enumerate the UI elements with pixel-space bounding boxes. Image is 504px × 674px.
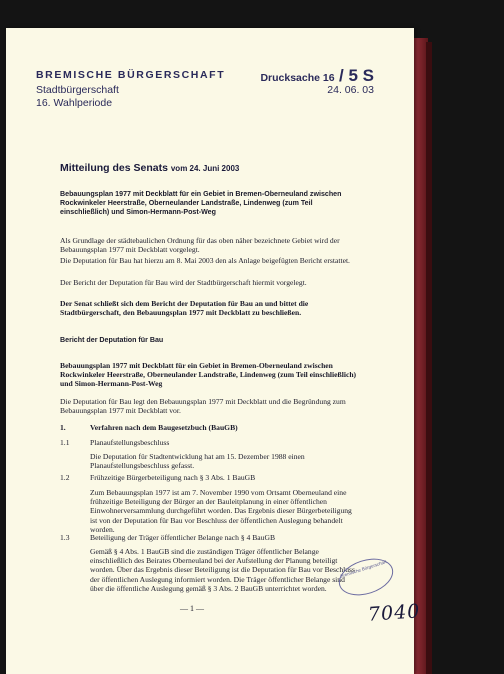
handwritten-number: 7040: [367, 600, 422, 626]
bericht-title: Bericht der Deputation für Bau: [60, 336, 164, 344]
stamp-text: Bremische Bürgerschaft: [339, 559, 387, 579]
binder-shadow: [426, 42, 432, 674]
intro-p3: Der Bericht der Deputation für Bau wird der Stadtbürgerschaft hiermit vorgelegt.: [60, 278, 307, 287]
item-1-3-text: Gemäß § 4 Abs. 1 BauGB sind die zuständigen Träger öffentlicher Belange einschließlich des Beirates Oberneuland bei der Aufstellung der Planung beteiligt worden. Über das Ergebnis dieser Beteiligung ist die Deputation für Bau vor Beschluss der öffentlichen Auslegung informiert worden. Die Träger öffentlicher Belange sind über die öffentliche Auslegung gemäß § 3 Abs. 2 BauGB unterrichtet worden.: [90, 547, 355, 593]
document-page: [6, 28, 422, 674]
period: 16. Wahlperiode: [36, 97, 113, 109]
bericht-intro: Die Deputation für Bau legt den Bebauungsplan 1977 mit Deckblatt und die Begründung zum Bebauungsplan 1977 mit Deckblatt vor.: [60, 397, 346, 416]
item-1-2-title: Frühzeitige Bürgerbeteiligung nach § 3 Abs. 1 BauGB: [90, 473, 256, 482]
drucksache-number: / 5 S: [339, 66, 374, 85]
section-1-number: 1.: [60, 423, 66, 432]
org-name: BREMISCHE BÜRGERSCHAFT: [36, 69, 226, 81]
document-date: 24. 06. 03: [327, 84, 374, 96]
item-1-2-text: Zum Bebauungsplan 1977 ist am 7. November 1990 vom Ortsamt Oberneuland eine frühzeitige Beteiligung der Bürger an der Bauleitplanung in einer öffentlichen Einwohnerversammlung durchgeführt worden. Das Ergebnis dieser Bürgerbeteiligung ist von der Deputation für Bau vor Beschluss der öffentlichen Auslegung behandelt worden.: [90, 488, 352, 534]
item-1-1-text: Die Deputation für Stadtentwicklung hat am 15. Dezember 1988 einen Planaufstellungsbeschluss gefasst.: [90, 452, 305, 471]
drucksache-label: Drucksache 16: [260, 72, 335, 84]
chamber-name: Stadtbürgerschaft: [36, 84, 119, 96]
item-1-1-number: 1.1: [60, 438, 70, 447]
intro-p2: Die Deputation für Bau hat hierzu am 8. Mai 2003 den als Anlage beigefügten Bericht erstattet.: [60, 256, 350, 265]
intro-p4: Der Senat schließt sich dem Bericht der Deputation für Bau an und bittet die Stadtbürgerschaft, den Bebauungsplan 1977 mit Deckblatt zu beschließen.: [60, 299, 309, 318]
bericht-subject: Bebauungsplan 1977 mit Deckblatt für ein Gebiet in Bremen-Oberneuland zwischen Rockwinkeler Heerstraße, Oberneulander Landstraße, Lindenweg (zum Teil einschließlich) und Simon-Hermann-Post-Weg: [60, 361, 357, 389]
subject: Bebauungsplan 1977 mit Deckblatt für ein Gebiet in Bremen-Oberneuland zwischen Rockwinkeler Heerstraße, Oberneulander Landstraße, Lindenweg (zum Teil einschließlich) und Simon-Hermann-Post-Weg: [60, 190, 342, 217]
item-1-1-title: Planaufstellungsbeschluss: [90, 438, 170, 447]
item-1-3-number: 1.3: [60, 533, 70, 542]
intro-p1: Als Grundlage der städtebaulichen Ordnung für das oben näher bezeichnete Gebiet wird der Bebauungsplan 1977 mit Deckblatt vorgelegt.: [60, 236, 340, 255]
item-1-3-title: Beteiligung der Träger öffentlicher Belange nach § 4 BauGB: [90, 533, 276, 542]
item-1-2-number: 1.2: [60, 473, 70, 482]
mitteilung-date: vom 24. Juni 2003: [170, 164, 240, 173]
page-number: — 1 —: [180, 604, 204, 613]
mitteilung-title: [60, 162, 239, 174]
section-1-title: Verfahren nach dem Baugesetzbuch (BauGB): [90, 423, 238, 432]
drucksache: [260, 66, 374, 86]
mitteilung-label: Mitteilung des Senats: [60, 162, 168, 174]
